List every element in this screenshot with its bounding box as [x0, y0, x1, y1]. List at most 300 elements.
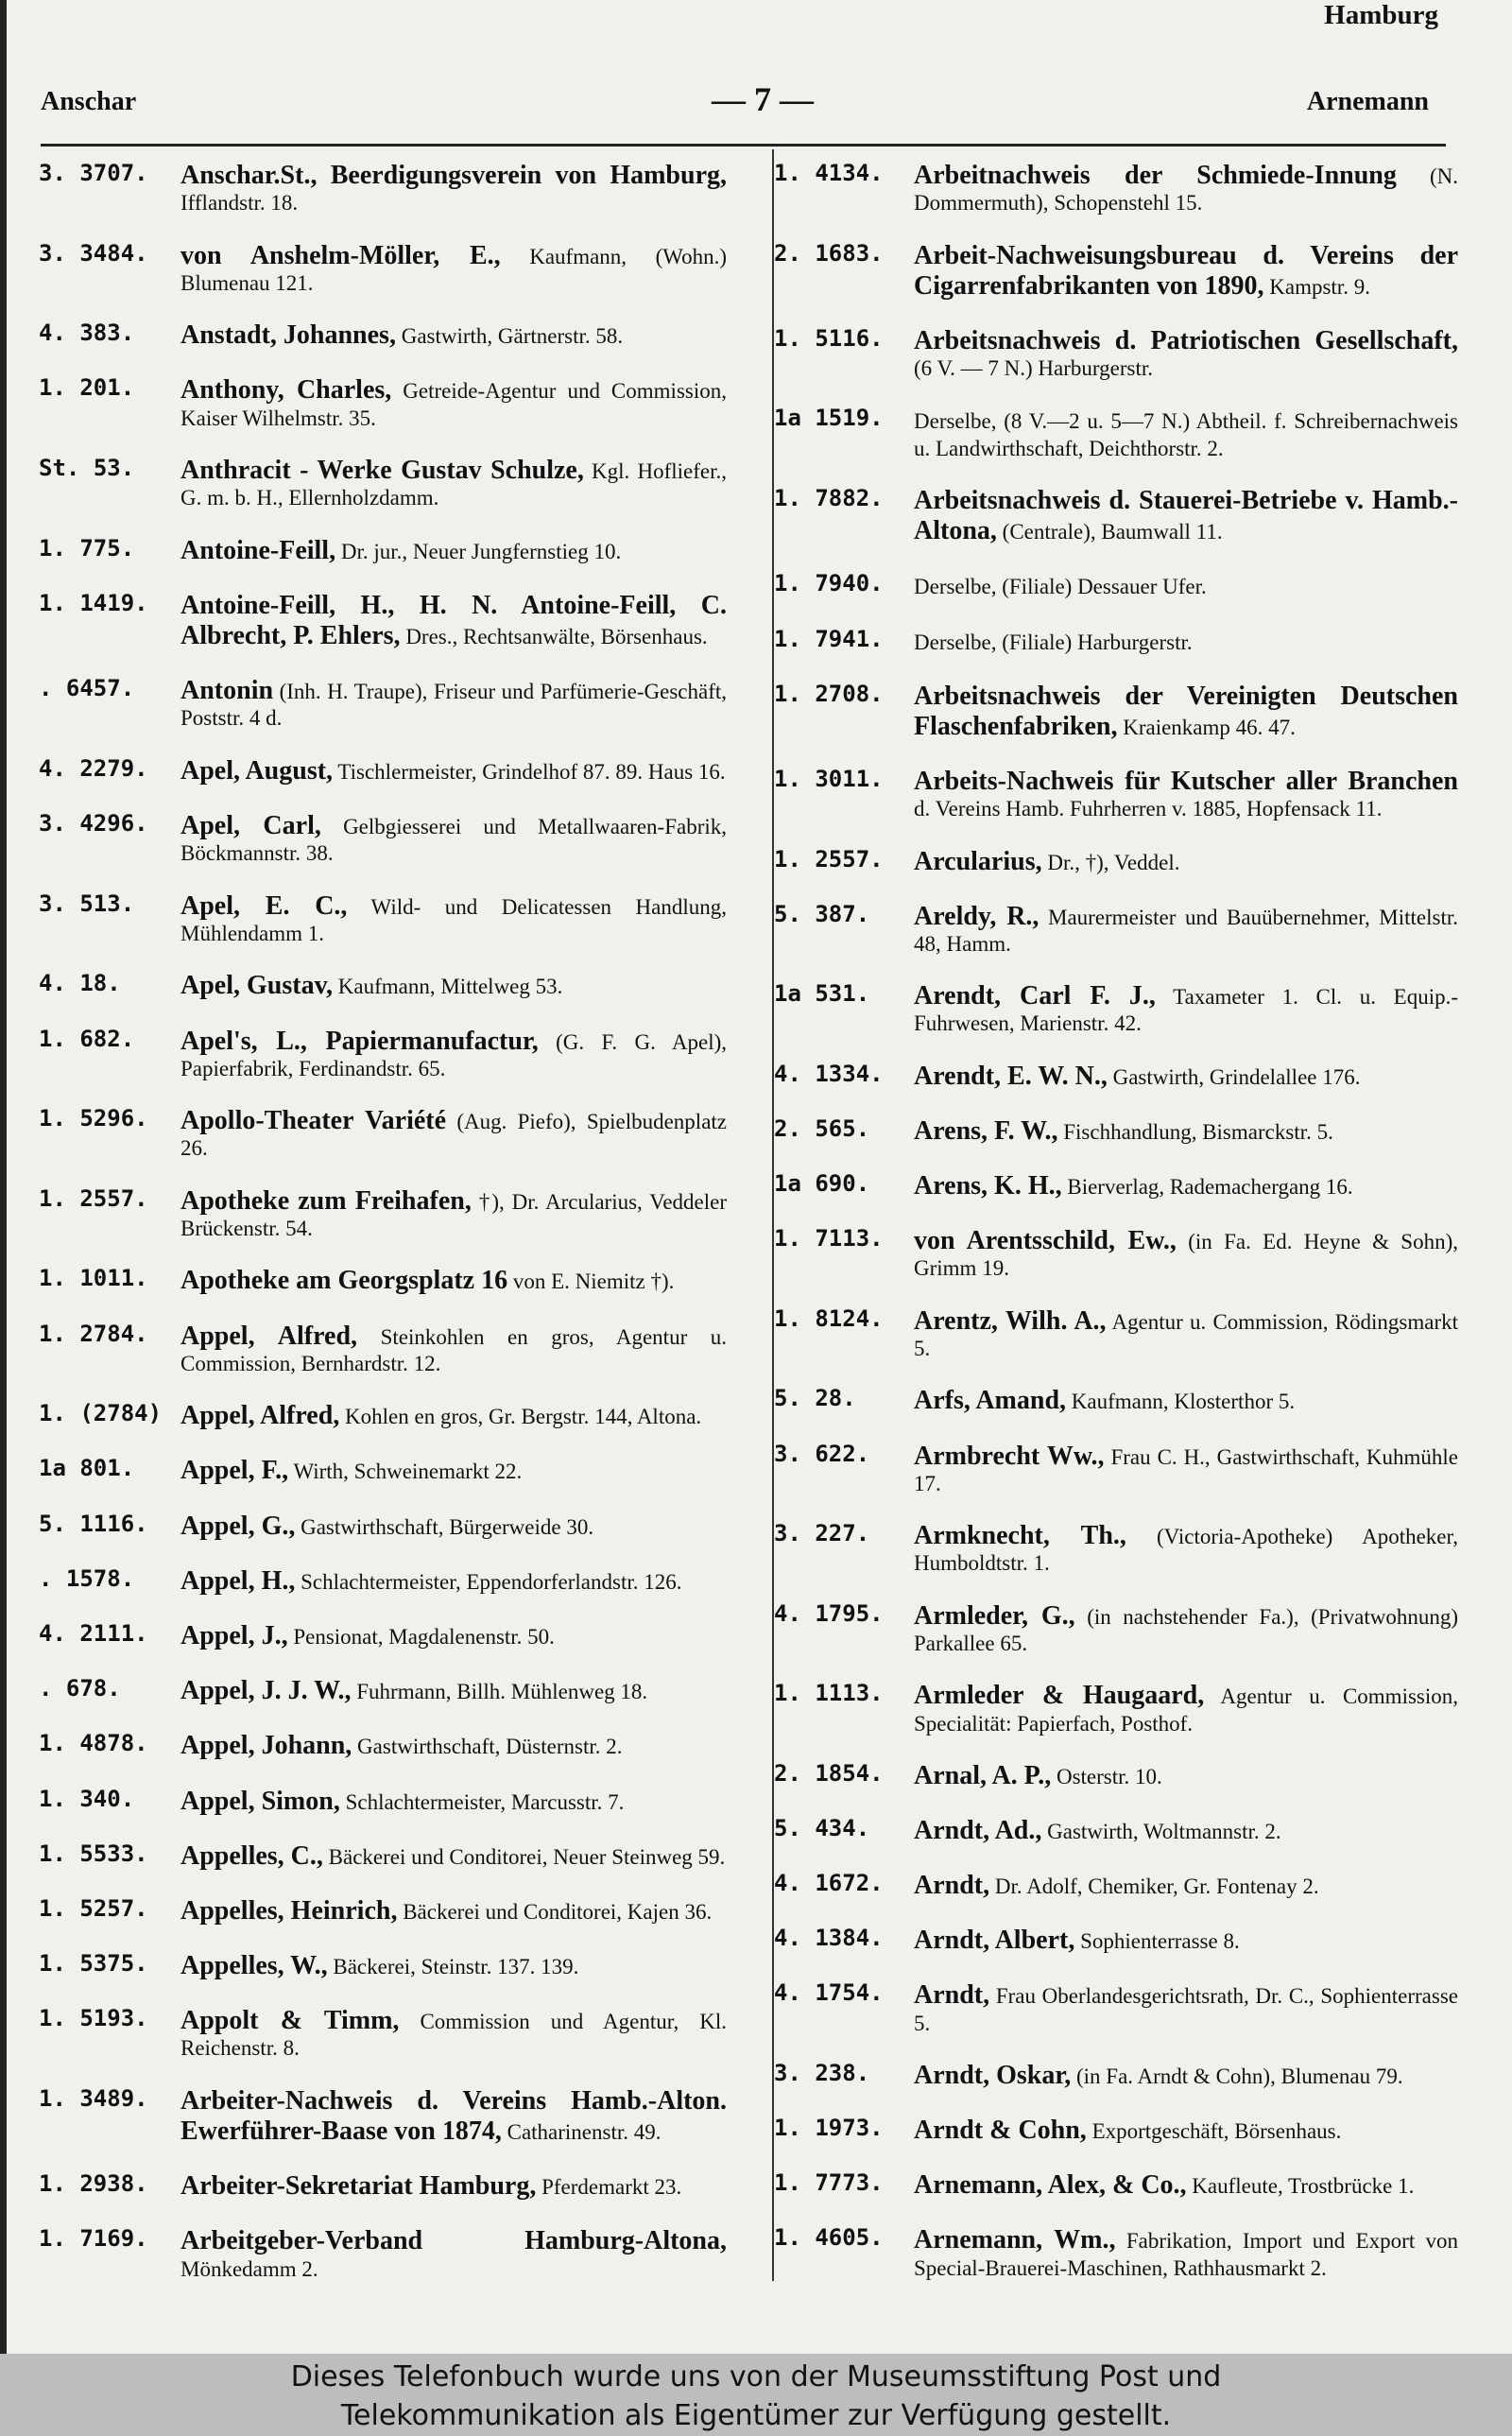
entry-body	[180, 456, 727, 511]
directory-entry	[768, 1386, 1458, 1416]
entry-body	[914, 1062, 1458, 1092]
directory-entry	[768, 627, 1458, 657]
subscriber-name: Arcularius,	[914, 846, 1042, 876]
directory-entry	[39, 1566, 730, 1597]
subscriber-details: Kaufmann, (Wohn.) Blumenau 121.	[180, 244, 728, 295]
entry-number	[768, 1816, 914, 1842]
subscriber-name: Anthracit - Werke Gustav Schulze,	[180, 456, 584, 486]
directory-entry	[768, 406, 1458, 461]
exchange-code: 1.	[774, 1225, 801, 1253]
subscriber-name: Antoine-Feill, H., H. N. Antoine-Feill, C. Albrecht, P. Ehlers,	[180, 590, 727, 651]
exchange-code: 4.	[39, 320, 66, 347]
directory-entry	[39, 161, 730, 216]
entry-body	[914, 1761, 1458, 1791]
phone-number: 1384.	[815, 1925, 884, 1952]
directory-entry	[39, 1512, 730, 1542]
entry-number	[39, 1027, 180, 1053]
directory-entry	[39, 456, 730, 511]
exchange-code: 1.	[39, 1184, 66, 1212]
exchange-code: 1.	[774, 680, 801, 707]
entry-number	[39, 1456, 180, 1482]
entry-body	[180, 1106, 727, 1162]
exchange-code: 5.	[774, 1385, 801, 1412]
subscriber-details: Dres., Rechtsanwälte, Börsenhaus.	[405, 625, 708, 649]
phone-number: 513.	[79, 890, 135, 917]
directory-entry	[39, 375, 730, 431]
entry-body	[914, 1386, 1458, 1416]
subscriber-details: (Inh. H. Traupe), Friseur und Parfümerie-Geschäft, Poststr. 4 d.	[180, 680, 728, 731]
subscriber-details: Kohlen en gros, Gr. Bergstr. 144, Altona.	[345, 1405, 702, 1429]
exchange-code: 3.	[774, 1520, 801, 1547]
subscriber-details: Dr., †), Veddel.	[1047, 850, 1180, 874]
entry-body	[180, 161, 727, 216]
subscriber-details: Fischhandlung, Bismarckstr. 5.	[1063, 1120, 1333, 1145]
exchange-code: 1.	[774, 2224, 801, 2252]
entry-body	[914, 2170, 1458, 2201]
entry-number	[768, 1171, 914, 1198]
directory-entry	[768, 1980, 1458, 2036]
entry-body	[180, 2086, 727, 2147]
entry-body	[914, 1926, 1458, 1956]
exchange-code: 2.	[774, 1115, 801, 1143]
directory-entry	[39, 1266, 730, 1296]
subscriber-name: Antoine-Feill,	[180, 535, 336, 565]
exchange-code: 4.	[774, 1925, 801, 1952]
exchange-code: 1.	[39, 1730, 66, 1757]
exchange-code: 1.	[774, 845, 801, 872]
footer-notice	[0, 2354, 1512, 2436]
subscriber-details: (N. Dommermuth), Schopenstehl 15.	[914, 164, 1458, 216]
phone-number: 3011.	[815, 766, 884, 792]
entry-body	[180, 756, 727, 786]
entry-number	[768, 1761, 914, 1788]
phone-number: 340.	[79, 1785, 135, 1812]
subscriber-name: Appel, F.,	[180, 1456, 289, 1486]
entry-body	[180, 971, 727, 1001]
exchange-code: 1.	[39, 534, 66, 561]
directory-entry	[39, 1841, 730, 1872]
exchange-code: 1.	[39, 1105, 66, 1132]
subscriber-name: Appel, J.,	[180, 1620, 288, 1650]
phone-number: 1854.	[815, 1759, 884, 1787]
phone-number: 2557.	[815, 845, 884, 872]
directory-entry	[39, 1676, 730, 1706]
subscriber-details: Kraienkamp 46. 47.	[1123, 715, 1296, 739]
exchange-code: 1.	[774, 485, 801, 512]
exchange-code: 1.	[39, 2005, 66, 2032]
entry-number	[768, 1226, 914, 1253]
exchange-code: 1.	[39, 1950, 66, 1978]
directory-entry	[39, 1456, 730, 1486]
subscriber-details: Dr. Adolf, Chemiker, Gr. Fontenay 2.	[994, 1875, 1319, 1899]
exchange-code: 4.	[774, 1870, 801, 1897]
directory-entry	[39, 2226, 730, 2282]
phone-number: 227.	[815, 1520, 870, 1547]
entry-number	[768, 486, 914, 512]
subscriber-details: (Centrale), Baumwall 11.	[1002, 520, 1223, 544]
entry-body	[180, 1787, 727, 1817]
entry-body	[180, 1266, 727, 1296]
subscriber-details: Gastwirthschaft, Bürgerweide 30.	[301, 1514, 594, 1539]
entry-number	[39, 1186, 180, 1213]
entry-body	[180, 676, 727, 732]
entry-body	[914, 2061, 1458, 2091]
subscriber-name: Appelles, C.,	[180, 1840, 323, 1871]
entry-body	[914, 1601, 1458, 1657]
subscriber-details: Bäckerei und Conditorei, Kajen 36.	[403, 1899, 713, 1924]
directory-entry	[768, 902, 1458, 958]
subscriber-details: Catharinenstr. 49.	[507, 2120, 662, 2145]
entry-number	[768, 981, 914, 1008]
entry-body	[914, 241, 1458, 302]
subscriber-name: Appelles, Heinrich,	[180, 1895, 398, 1926]
subscriber-name: Arbeitsnachweis d. Patriotischen Gesellschaft,	[914, 325, 1458, 355]
entry-number	[39, 1841, 180, 1868]
entry-number	[39, 756, 180, 783]
directory-entry	[768, 1226, 1458, 1282]
exchange-code: 1.	[774, 324, 801, 352]
entry-number	[768, 1442, 914, 1468]
phone-number: 4878.	[79, 1730, 148, 1757]
exchange-code: .	[39, 1564, 53, 1592]
phone-number: 7773.	[815, 2169, 884, 2197]
phone-number: 690.	[815, 1170, 870, 1198]
subscriber-name: Apel's, L., Papiermanufactur,	[180, 1026, 539, 1056]
phone-number: 5193.	[79, 2005, 148, 2032]
entry-body	[180, 1186, 727, 1242]
subscriber-name: Apel, Carl,	[180, 811, 321, 841]
phone-number: 383.	[79, 320, 135, 347]
phone-number: 4605.	[815, 2224, 884, 2252]
entry-number	[39, 1896, 180, 1923]
subscriber-details: Agentur u. Commission, Rödingsmarkt 5.	[914, 1309, 1458, 1361]
phone-number: 1116.	[79, 1510, 148, 1537]
subscriber-name: Appel, Alfred,	[180, 1401, 340, 1431]
phone-number: 1683.	[815, 239, 884, 267]
subscriber-name: Appel, Simon,	[180, 1786, 340, 1816]
phone-number: 1334.	[815, 1060, 884, 1087]
directory-entry	[768, 847, 1458, 877]
phone-number: 1754.	[815, 1979, 884, 2007]
exchange-code: 3.	[39, 160, 66, 186]
entry-body	[914, 1521, 1458, 1577]
exchange-code: 1.	[39, 1785, 66, 1812]
entry-body	[180, 536, 727, 566]
entry-body	[180, 2226, 727, 2282]
left-column	[39, 161, 730, 2306]
subscriber-name: Arnal, A. P.,	[914, 1760, 1052, 1790]
right-keyword: Arnemann	[1306, 87, 1429, 116]
subscriber-name: Appel, J. J. W.,	[180, 1676, 352, 1706]
entry-body	[914, 326, 1458, 382]
phone-number: 7940.	[815, 570, 884, 597]
subscriber-name: Arens, K. H.,	[914, 1171, 1062, 1201]
phone-number: 1011.	[79, 1265, 148, 1292]
entry-number	[39, 161, 180, 187]
entry-body	[180, 1401, 727, 1431]
directory-entry	[39, 536, 730, 566]
directory-entry	[39, 1401, 730, 1431]
subscriber-name: Appel, Johann,	[180, 1731, 352, 1761]
entry-number	[768, 627, 914, 653]
entry-number	[768, 767, 914, 793]
subscriber-details: Pferdemarkt 23.	[541, 2175, 682, 2200]
exchange-code: 1.	[39, 1025, 66, 1052]
exchange-code: 1.	[774, 160, 801, 186]
exchange-code: .	[39, 675, 53, 702]
subscriber-details: Dr. jur., Neuer Jungfernstieg 10.	[340, 539, 622, 563]
subscriber-name: Arndt,	[914, 1980, 990, 2011]
directory-entry	[39, 811, 730, 867]
subscriber-details: Wild- und Delicatessen Handlung, Mühlendamm 1.	[180, 894, 727, 945]
exchange-code: 4.	[774, 1599, 801, 1627]
directory-entry	[39, 2006, 730, 2062]
entry-number	[39, 1566, 180, 1593]
subscriber-name: Armbrecht Ww.,	[914, 1441, 1105, 1471]
entry-body	[180, 591, 727, 651]
subscriber-details: Commission und Agentur, Kl. Reichenstr. 8.	[180, 2010, 728, 2061]
entry-number	[768, 1980, 914, 2007]
entry-number	[39, 2086, 180, 2113]
entry-body	[914, 847, 1458, 877]
phone-number: 3489.	[79, 2084, 148, 2112]
directory-entry	[768, 2061, 1458, 2091]
subscriber-name: Arndt,	[914, 1871, 990, 1901]
exchange-code: 3.	[774, 1440, 801, 1467]
directory-entry	[768, 1816, 1458, 1846]
exchange-code: 1.	[774, 570, 801, 597]
exchange-code: 1.	[39, 589, 66, 616]
subscriber-details: Ifflandstr. 18.	[180, 191, 299, 216]
exchange-code: 1.	[774, 2169, 801, 2197]
subscriber-name: Appel, G.,	[180, 1511, 296, 1541]
entry-number	[768, 1601, 914, 1628]
subscriber-details: Bäckerei, Steinstr. 137. 139.	[333, 1955, 579, 1979]
entry-body	[914, 1226, 1458, 1282]
entry-number	[39, 2006, 180, 2032]
phone-number: 682.	[79, 1025, 135, 1052]
subscriber-name: Arnemann, Wm.,	[914, 2225, 1116, 2255]
entry-number	[768, 682, 914, 708]
entry-body	[180, 891, 727, 947]
entry-number	[768, 2225, 914, 2252]
subscriber-details: Wirth, Schweinemarkt 22.	[293, 1460, 523, 1484]
subscriber-details: Gelbgiesserei und Metallwaaren-Fabrik, Böckmannstr. 38.	[180, 815, 727, 866]
phone-number: 1113.	[815, 1680, 884, 1707]
exchange-code: 1.	[39, 1400, 66, 1427]
entry-number	[39, 676, 180, 702]
subscriber-details: Gastwirthschaft, Düsternstr. 2.	[357, 1735, 623, 1759]
phone-number: 7169.	[79, 2225, 148, 2253]
phone-number: 775.	[79, 534, 135, 561]
entry-body	[914, 981, 1458, 1037]
entry-body	[914, 1171, 1458, 1201]
subscriber-details: Mönkedamm 2.	[180, 2256, 318, 2281]
phone-number: 434.	[815, 1815, 870, 1842]
exchange-code: 1.	[39, 2084, 66, 2112]
subscriber-name: Armleder, G.,	[914, 1600, 1075, 1631]
exchange-code: 1.	[774, 625, 801, 652]
phone-number: 5116.	[815, 324, 884, 352]
directory-entry	[768, 1116, 1458, 1147]
subscriber-details: Frau C. H., Gastwirthschaft, Kuhmühle 17.	[914, 1444, 1458, 1495]
directory-entry	[768, 2225, 1458, 2281]
phone-number: 7941.	[815, 625, 884, 652]
exchange-code: 4.	[39, 970, 66, 997]
subscriber-details: Sophienterrasse 8.	[1080, 1929, 1240, 1954]
subscriber-name: Arnemann, Alex, & Co.,	[914, 2170, 1187, 2201]
entry-body	[914, 1816, 1458, 1846]
entry-body	[914, 2225, 1458, 2281]
phone-number: 2557.	[79, 1184, 148, 1212]
subscriber-name: Apollo-Theater Variété	[180, 1106, 447, 1136]
entry-body	[914, 1116, 1458, 1147]
entry-number	[39, 1787, 180, 1813]
phone-number: 2784.	[79, 1320, 148, 1347]
directory-entry	[39, 1027, 730, 1082]
exchange-code: 1a	[774, 405, 801, 432]
entry-body	[914, 486, 1458, 546]
entry-number	[39, 1512, 180, 1538]
entry-number	[39, 1266, 180, 1292]
directory-entry	[39, 891, 730, 947]
directory-entry	[39, 676, 730, 732]
entry-body	[914, 767, 1458, 822]
subscriber-details: Exportgeschäft, Börsenhaus.	[1091, 2119, 1342, 2144]
entry-number	[768, 2116, 914, 2142]
phone-number: 2111.	[79, 1619, 148, 1647]
subscriber-name: Arbeits-Nachweis für Kutscher aller Branchen	[914, 767, 1458, 796]
subscriber-name: Arendt, E. W. N.,	[914, 1061, 1108, 1091]
subscriber-details: (in nachstehender Fa.), (Privatwohnung) Parkallee 65.	[914, 1604, 1458, 1655]
entry-body	[914, 2116, 1458, 2146]
entry-body	[914, 1980, 1458, 2036]
subscriber-name: Arndt, Albert,	[914, 1926, 1075, 1956]
entry-body	[914, 1871, 1458, 1901]
subscriber-details: Kaufmann, Mittelweg 53.	[337, 975, 563, 999]
exchange-code: 1.	[39, 2225, 66, 2253]
exchange-code: 1a	[774, 980, 801, 1008]
entry-number	[768, 1306, 914, 1333]
subscriber-name: Anthony, Charles,	[180, 375, 392, 406]
subscriber-name: Appel, H.,	[180, 1565, 296, 1596]
entry-number	[768, 161, 914, 187]
subscriber-name: Arbeitsnachweis der Vereinigten Deutschen Flaschenfabriken,	[914, 681, 1458, 741]
entry-number	[39, 891, 180, 918]
subscriber-details: Agentur u. Commission, Specialität: Papierfach, Posthof.	[914, 1684, 1459, 1736]
phone-number: 531.	[815, 980, 870, 1008]
entry-number	[768, 902, 914, 928]
footer-line-1: Dieses Telefonbuch wurde uns von der Museumsstiftung Post und	[290, 2360, 1222, 2393]
entry-body	[180, 1896, 727, 1926]
directory-entry	[39, 1896, 730, 1926]
exchange-code: 2.	[774, 1759, 801, 1787]
exchange-code: 1.	[39, 1840, 66, 1867]
entry-body	[180, 1322, 727, 1377]
entry-number	[768, 847, 914, 873]
phone-number: 18.	[79, 970, 121, 997]
subscriber-details: Frau Oberlandesgerichtsrath, Dr. C., Sophienterrasse 5.	[914, 1984, 1458, 2035]
directory-entry	[768, 1171, 1458, 1201]
entry-number	[39, 1951, 180, 1978]
directory-entry	[39, 2086, 730, 2147]
entry-body	[914, 627, 1458, 657]
entry-number	[768, 406, 914, 432]
entry-number	[768, 1386, 914, 1412]
entry-number	[39, 241, 180, 268]
subscriber-details: Kgl. Hofliefer., G. m. b. H., Ellernholzdamm.	[180, 459, 727, 510]
entry-body	[180, 1027, 727, 1082]
phone-number: 1419.	[79, 589, 148, 616]
exchange-code: 5.	[39, 1510, 66, 1537]
subscriber-name: Arendt, Carl F. J.,	[914, 981, 1156, 1011]
entry-body	[180, 1512, 727, 1542]
exchange-code: 4.	[39, 754, 66, 782]
subscriber-name: Appel, Alfred,	[180, 1321, 358, 1351]
subscriber-name: Appolt & Timm,	[180, 2006, 400, 2036]
entry-number	[39, 1621, 180, 1648]
entry-number	[39, 1731, 180, 1757]
subscriber-name: Arbeiter-Sekretariat Hamburg,	[180, 2171, 537, 2202]
subscriber-details: Schlachtermeister, Marcusstr. 7.	[345, 1789, 625, 1814]
entry-number	[39, 375, 180, 402]
directory-entry	[39, 591, 730, 651]
exchange-code: 3.	[39, 239, 66, 267]
directory-entry	[39, 1621, 730, 1651]
subscriber-details: Gastwirth, Gärtnerstr. 58.	[401, 324, 624, 349]
exchange-code: 3.	[774, 2060, 801, 2087]
subscriber-details: (Aug. Piefo), Spielbudenplatz 26.	[180, 1110, 727, 1161]
phone-number: 53.	[93, 455, 135, 482]
phone-number: 5257.	[79, 1894, 148, 1922]
entry-number	[768, 1926, 914, 1952]
subscriber-name: Appelles, W.,	[180, 1951, 328, 1981]
subscriber-details: (6 V. — 7 N.) Harburgerstr.	[914, 356, 1153, 381]
directory-entry	[39, 1951, 730, 1981]
directory-entry	[39, 241, 730, 297]
subscriber-name: Apotheke am Georgsplatz 16	[180, 1266, 508, 1296]
phone-number: 4296.	[79, 810, 148, 838]
subscriber-details: Getreide-Agentur und Commission, Kaiser Wilhelmstr. 35.	[180, 379, 727, 430]
subscriber-name: Armknecht, Th.,	[914, 1521, 1126, 1551]
entry-body	[180, 1731, 727, 1761]
entry-body	[180, 241, 727, 297]
left-keyword: Anschar	[41, 87, 137, 116]
subscriber-details: (Victoria-Apotheke) Apotheker, Humboldtstr. 1.	[914, 1525, 1458, 1576]
subscriber-details: Derselbe, (8 V.—2 u. 5—7 N.) Abtheil. f. Schreibernachweis u. Landwirthschaft, Deichthorstr. 2.	[914, 409, 1458, 460]
directory-entry	[768, 241, 1458, 302]
directory-entry	[39, 1322, 730, 1377]
subscriber-details: d. Vereins Hamb. Fuhrherren v. 1885, Hopfensack 11.	[914, 797, 1383, 821]
footer-line-2: Telekommunikation als Eigentümer zur Verfügung gestellt.	[340, 2399, 1172, 2432]
subscriber-name: Apel, Gustav,	[180, 971, 334, 1001]
phone-number: 1672.	[815, 1870, 884, 1897]
exchange-code: 1.	[39, 1265, 66, 1292]
entry-body	[180, 1456, 727, 1486]
entry-body	[180, 1566, 727, 1597]
phone-number: 5296.	[79, 1105, 148, 1132]
entry-number	[39, 811, 180, 838]
entry-number	[768, 2170, 914, 2197]
header-rule	[41, 144, 1446, 147]
exchange-code: 1.	[39, 374, 66, 402]
subscriber-details: Maurermeister und Bauübernehmer, Mittelstr. 48, Hamm.	[914, 905, 1459, 956]
entry-number	[39, 2171, 180, 2198]
directory-entry	[39, 2171, 730, 2202]
subscriber-details: Bäckerei und Conditorei, Neuer Steinweg 59.	[328, 1844, 726, 1869]
entry-body	[180, 2171, 727, 2202]
exchange-code: 1a	[774, 1170, 801, 1198]
